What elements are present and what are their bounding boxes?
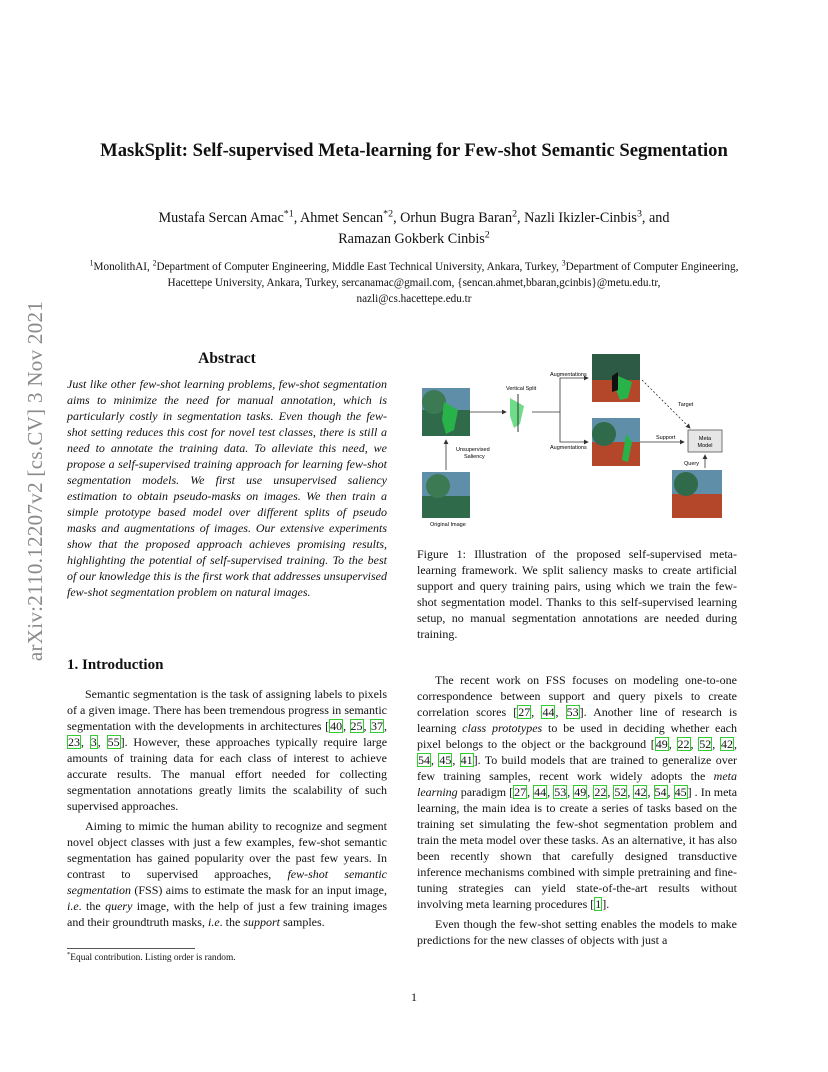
citation-link[interactable]: 52 — [614, 785, 627, 799]
svg-text:Augmentations: Augmentations — [550, 372, 587, 378]
citation-link[interactable]: 25 — [350, 719, 363, 733]
citation-link[interactable]: 53 — [554, 785, 567, 799]
page-number: 1 — [411, 990, 417, 1004]
query-photo — [672, 470, 722, 518]
citation-link[interactable]: 42 — [634, 785, 647, 799]
abstract-text: Just like other few-shot learning problems, few-shot segmentation aims to minimize the need for manual annotation, which is particularly costly in segmentation tasks. Even though the few-shot setting reduces this cost for novel test classes, there is still a need to annotate the training data. To alleviate this need, we propose a self-supervised training approach for learning few-shot segmentation models. We first use unsupervised saliency estimation to obtain pseudo-masks on images. We then train a simple prototype based model over different splits of pseudo masks and augmentations of images. Our extensive experiments show that the proposed approach achieves promising results, highlighting the potential of self-supervised training. To the best of our knowledge this is the first work that addresses unsupervised few-shot segmentation problem on natural images. — [67, 377, 387, 599]
author-name: Orhun Bugra Baran — [400, 210, 513, 226]
arxiv-identifier: arXiv:2110.12207v2 [cs.CV] 3 Nov 2021 — [23, 300, 47, 662]
figure-caption: Figure 1: Illustration of the proposed self-supervised meta-learning framework. We split saliency masks to create artificial support and query training pairs, using which we train the few-shot segmentation model. Thanks to this self-supervised learning setup, no manual segmentation annotations are needed during training. — [417, 547, 737, 641]
affiliation-email: nazli@cs.hacettepe.edu.tr — [356, 293, 472, 305]
svg-text:Model: Model — [697, 443, 713, 449]
citation-link[interactable]: 42 — [721, 737, 733, 751]
affiliations: $^1$MonolithAI, $^2$Department of Computer Engineering, Middle East Technical University, Ankara, Turkey, $^3$Department of Computer Engineering, Hacettepe University, Ankara, Turkey, sercanamac@gmail.com, {sencan.ahmet,bbaran,gcinbis}@metu.edu.tr, nazli@cs.hacettepe.edu.tr — [89, 258, 739, 305]
svg-text:Support: Support — [656, 435, 676, 441]
abstract-heading: Abstract — [198, 350, 256, 367]
footnote: *Equal contribution. Listing order is random. — [67, 950, 236, 963]
citation-link[interactable]: 52 — [699, 737, 712, 751]
citation-link[interactable]: 27 — [518, 705, 531, 719]
figure-1 — [420, 350, 740, 530]
citation-link[interactable]: 54 — [418, 753, 430, 767]
citation-link[interactable]: 45 — [674, 785, 687, 799]
vertical-split-mask — [510, 394, 524, 432]
svg-text:Augmentations: Augmentations — [550, 445, 587, 451]
author-name: Nazli Ikizler-Cinbis — [524, 210, 637, 226]
citation-link[interactable]: 54 — [654, 785, 667, 799]
citation-link[interactable]: 22 — [677, 737, 690, 751]
citation-link[interactable]: 1 — [595, 897, 602, 911]
citation-link[interactable]: 37 — [371, 719, 383, 733]
svg-text:Unsupervised: Unsupervised — [456, 447, 490, 453]
paragraph: Semantic segmentation is the task of assigning labels to pixels of a given image. There has been tremendous progress in semantic segmentation with the developments in architectures [40, 25, 37, 23, 3, 55]. However, these approaches typically require large amounts of training data for each class of interest to achieve accurate results. The manual effort needed for collecting segmentation annotations greatly limits the scalability of such supervised approaches. — [67, 687, 388, 813]
citation-link[interactable]: 27 — [514, 785, 527, 799]
paragraph: Even though the few-shot setting enables the models to make predictions for the new classes of objects with just a — [417, 917, 737, 947]
citation-link[interactable]: 44 — [534, 785, 547, 799]
paragraph: Aiming to mimic the human ability to recognize and segment novel object classes with just a few examples, few-shot semantic segmentation has gained popularity over the past few years. In contrast to supervised approaches, few-shot semantic segmentation (FSS) aims to estimate the mask for an input image, i.e. the query image, with the help of just a few training images and their groundtruth masks, i.e. the support samples. — [67, 819, 388, 929]
author-name: Ramazan Gokberk Cinbis — [338, 231, 485, 247]
citation-link[interactable]: 55 — [107, 735, 120, 749]
citation-link[interactable]: 53 — [566, 705, 579, 719]
svg-text:Target: Target — [678, 402, 694, 408]
svg-text:Saliency: Saliency — [464, 454, 485, 460]
citation-link[interactable]: 49 — [574, 785, 587, 799]
svg-text:Vertical Split: Vertical Split — [506, 386, 537, 392]
augmented-photo-top — [592, 354, 640, 402]
masked-photo — [422, 388, 470, 436]
paragraph: The recent work on FSS focuses on modeling one-to-one correspondence between support and query pixels to create correlation scores [27, 44, 53]. Another line of research is learning class prototypes to be used in deciding whether each pixel belongs to the object or the background [49, 22, 52, 42, 54, 45, 41]. To build models that are trained to generalize over few training samples, recent work widely adopts the meta learning paradigm [27, 44, 53, 49, 22, 52, 42, 54, 45] . In meta learning, the main idea is to create a series of tasks based on the training set simulating the few-shot segmentation problem and train the meta model over these tasks. As an alternative, it has also been recently shown that carefully designed transductive inference mechanisms combined with simple pretraining and fine-tuning strategies can yield state-of-the-art results without involving meta learning procedures [1]. — [417, 673, 738, 911]
svg-text:Query: Query — [684, 461, 699, 467]
introduction-text — [67, 686, 387, 930]
section-heading-introduction: 1. Introduction — [67, 657, 164, 673]
citation-link[interactable]: 3 — [90, 735, 97, 749]
citation-link[interactable]: 22 — [594, 785, 607, 799]
footnote-divider — [67, 948, 195, 949]
author-name: Ahmet Sencan — [300, 210, 384, 226]
svg-text:Meta: Meta — [698, 436, 712, 442]
citation-link[interactable]: 49 — [655, 737, 668, 751]
author-list: Mustafa Sercan Amac$^{*1}$, Ahmet Sencan$^{*2}$, Orhun Bugra Baran$^2$, Nazli Ikizler-Cinbis$^3$, and Ramazan Gokberk Cinbis$^2$ — [158, 208, 670, 247]
original-photo — [422, 472, 470, 518]
citation-link[interactable]: 45 — [439, 753, 452, 767]
citation-link[interactable]: 41 — [460, 753, 473, 767]
citation-link[interactable]: 23 — [68, 735, 80, 749]
author-name: Mustafa Sercan Amac — [158, 210, 284, 226]
citation-link[interactable]: 40 — [330, 719, 343, 733]
paper-title: MaskSplit: Self-supervised Meta-learning for Few-shot Semantic Segmentation — [100, 140, 728, 161]
right-column-text — [417, 672, 737, 948]
svg-text:Original Image: Original Image — [430, 522, 466, 528]
augmented-photo-bottom — [592, 418, 640, 466]
citation-link[interactable]: 44 — [542, 705, 555, 719]
